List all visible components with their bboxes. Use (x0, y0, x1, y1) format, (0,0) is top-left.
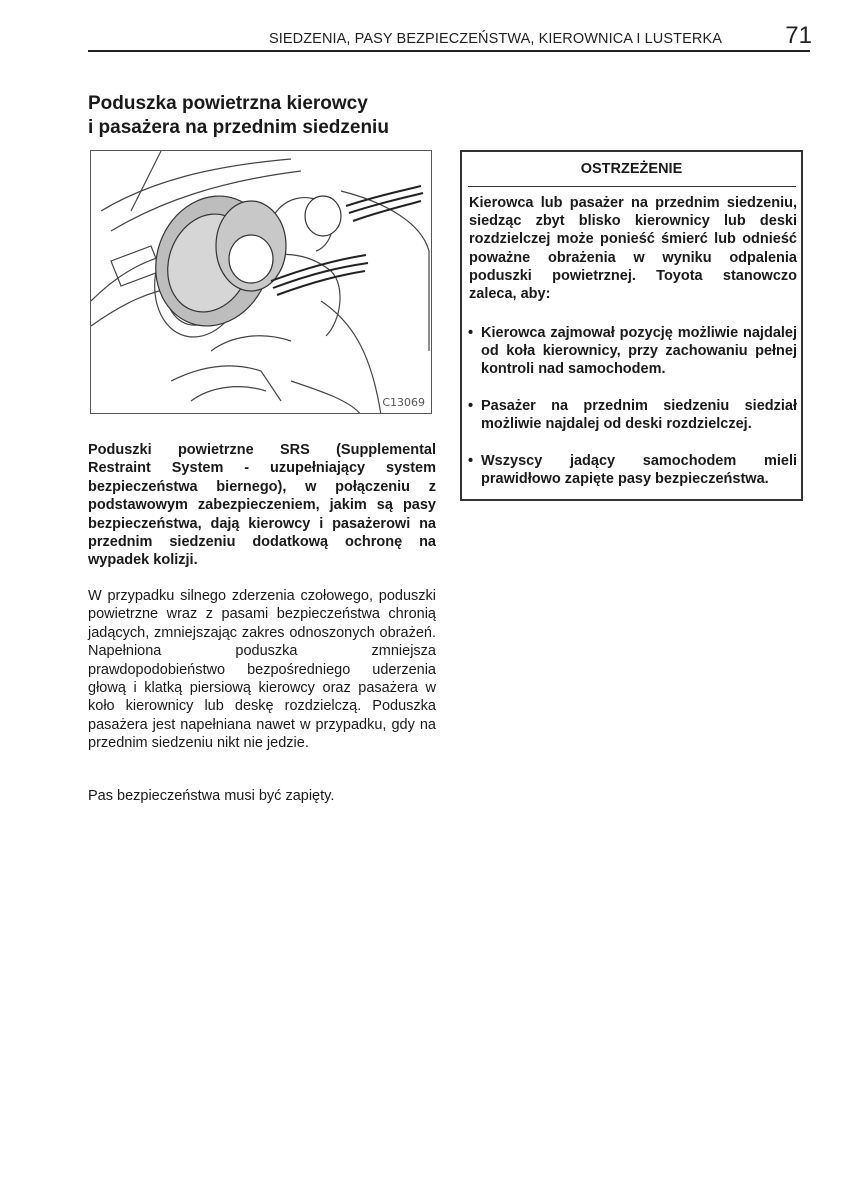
section-title-line2: i pasażera na przednim siedzeniu (88, 117, 389, 138)
page-number: 71 (785, 22, 812, 49)
warning-item (468, 452, 797, 488)
intro-paragraph: Poduszki powietrzne SRS (Supplemental Restraint System - uzupełniający system bezpieczeństwa biernego), w połączeniu z podstawowym zabezpieczeniem, jakim są pasy bezpieczeństwa, dają kierowcy i pasażerowi na przednim siedzeniu dodatkową ochronę na wypadek kolizji. (88, 442, 436, 569)
chapter-header: SIEDZENIA, PASY BEZPIECZEŃSTWA, KIEROWNICA I LUSTERKA (268, 31, 722, 47)
warning-item-text: Kierowca zajmował pozycję możliwie najdalej od koła kierownicy, przy zachowaniu pełnej kontroli nad samochodem. (481, 325, 797, 378)
warning-intro: Kierowca lub pasażer na przednim siedzeniu, siedząc zbyt blisko kierownicy lub deski rozdzielczej może ponieść śmierć lub odnieść poważne obrażenia w wyniku odpalenia poduszki powietrznej. Toyota stanowczo zaleca, aby: (469, 195, 797, 303)
seatbelt-paragraph: Pas bezpieczeństwa musi być zapięty. (88, 788, 335, 804)
impact-paragraph: W przypadku silnego zderzenia czołowego, poduszki powietrzne wraz z pasami bezpieczeństwa chronią jadących, zmniejszając zakres odnoszonych obrażeń. Napełniona poduszka zmniejsza prawdopodobieństwo bezpośredniego uderzenia głową i klatką piersiową kierowcy oraz pasażera w koło kierownicy lub deskę rozdzielczą. Poduszka pasażera jest napełniana nawet w przypadku, gdy na przednim siedzeniu nikt nie jedzie. (88, 588, 436, 752)
warning-item-text: Wszyscy jadący samochodem mieli prawidłowo zapięte pasy bezpieczeństwa. (481, 453, 797, 488)
warning-item (468, 324, 797, 379)
figure-code: C13069 (382, 396, 425, 409)
airbag-illustration (90, 150, 432, 414)
warning-title: OSTRZEŻENIE (580, 161, 683, 177)
bullet-icon: • (468, 325, 474, 341)
bullet-icon: • (468, 398, 474, 414)
warning-item-text: Pasażer na przednim siedzeniu siedział możliwie najdalej od deski rozdzielczej. (481, 398, 797, 433)
section-title (88, 92, 448, 140)
section-title-line1: Poduszka powietrzna kierowcy (88, 93, 368, 114)
airbag-drawing (91, 151, 432, 414)
warning-divider (468, 186, 796, 187)
warning-box (460, 150, 803, 501)
header-rule (88, 50, 810, 52)
bullet-icon: • (468, 453, 474, 469)
warning-item (468, 397, 797, 433)
